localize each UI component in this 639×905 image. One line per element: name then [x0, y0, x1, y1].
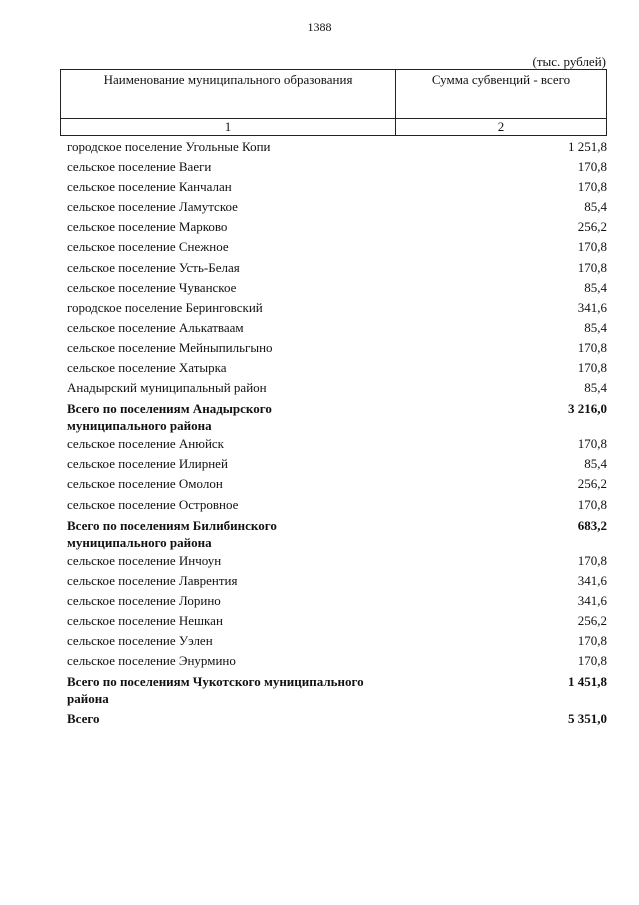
row-name: сельское поселение Марково: [67, 219, 228, 235]
table-row: [67, 378, 607, 398]
table-row: [67, 237, 607, 257]
row-name: сельское поселение Лорино: [67, 592, 221, 608]
row-value: 85,4: [584, 456, 607, 472]
subtotal-row: [67, 398, 607, 434]
table-row: [67, 474, 607, 494]
table-row: [67, 298, 607, 318]
table-row: [67, 258, 607, 278]
row-value: 256,2: [577, 476, 607, 492]
row-name: сельское поселение Снежное: [67, 239, 229, 255]
column-header-sum: Сумма субвенций - всего: [396, 70, 607, 119]
row-value: 170,8: [577, 632, 607, 648]
row-name: городское поселение Беринговский: [67, 299, 263, 315]
row-name: сельское поселение Лаврентия: [67, 572, 238, 588]
row-value: 256,2: [577, 219, 607, 235]
row-name: сельское поселение Уэлен: [67, 632, 213, 648]
row-value: 85,4: [584, 199, 607, 215]
table-row: [67, 651, 607, 671]
row-value: 170,8: [577, 239, 607, 255]
row-name: городское поселение Угольные Копи: [67, 139, 271, 154]
row-value: 170,8: [577, 179, 607, 195]
row-name: сельское поселение Ламутское: [67, 199, 238, 215]
table-row: [67, 318, 607, 338]
row-name: Анадырский муниципальный район: [67, 380, 267, 396]
row-name: Всего по поселениям Билибинского муниципального района: [67, 517, 277, 550]
subtotal-row: [67, 515, 607, 551]
row-value: 5 351,0: [568, 711, 607, 727]
column-number-1: 1: [61, 119, 396, 136]
row-name: сельское поселение Илирней: [67, 456, 228, 472]
row-value: 85,4: [584, 279, 607, 295]
row-name: сельское поселение Островное: [67, 496, 239, 512]
row-name: сельское поселение Энурмино: [67, 653, 236, 669]
row-value: 341,6: [577, 299, 607, 315]
row-name: Всего: [67, 711, 100, 727]
row-name: сельское поселение Анюйск: [67, 436, 224, 452]
table-row: [67, 278, 607, 298]
row-value: 341,6: [577, 572, 607, 588]
row-name: сельское поселение Ваеги: [67, 159, 212, 175]
row-value: 3 216,0: [568, 401, 607, 417]
row-name: сельское поселение Хатырка: [67, 360, 227, 376]
table-row: [67, 495, 607, 515]
column-number-2: 2: [396, 119, 607, 136]
row-value: 256,2: [577, 612, 607, 628]
table-row: [67, 177, 607, 197]
row-name: сельское поселение Нешкан: [67, 612, 223, 628]
row-name: сельское поселение Усть-Белая: [67, 259, 240, 275]
row-value: 170,8: [577, 159, 607, 175]
row-value: 85,4: [584, 380, 607, 396]
table-row: [67, 551, 607, 571]
table-body: [67, 137, 607, 731]
row-value: 170,8: [577, 360, 607, 376]
row-value: 170,8: [577, 436, 607, 452]
row-name: сельское поселение Канчалан: [67, 179, 232, 195]
table-row: [67, 591, 607, 611]
row-value: 170,8: [577, 259, 607, 275]
row-value: 341,6: [577, 592, 607, 608]
table-row: [67, 338, 607, 358]
row-name: сельское поселение Омолон: [67, 476, 223, 492]
row-name: сельское поселение Алькатваам: [67, 319, 244, 335]
row-value: 85,4: [584, 319, 607, 335]
table-row: [67, 157, 607, 177]
table-row: [67, 611, 607, 631]
row-value: 170,8: [577, 339, 607, 355]
row-name: сельское поселение Мейныпильгыно: [67, 339, 273, 355]
row-value: 170,8: [577, 552, 607, 568]
column-header-name: Наименование муниципального образования: [61, 70, 396, 119]
table-row: [67, 454, 607, 474]
row-name: сельское поселение Инчоун: [67, 552, 222, 568]
grand-total-row: [67, 709, 607, 731]
row-value: 170,8: [577, 496, 607, 512]
row-name: Всего по поселениям Анадырского муниципального района: [67, 401, 272, 434]
table-row: [67, 217, 607, 237]
row-value: 1 251,8: [568, 139, 607, 154]
table-row: [67, 358, 607, 378]
table-row: [67, 197, 607, 217]
table-header: [60, 69, 607, 136]
table-row: [67, 631, 607, 651]
row-name: сельское поселение Чуванское: [67, 279, 237, 295]
row-value: 170,8: [577, 653, 607, 669]
table-row: [67, 434, 607, 454]
units-label: (тыс. рублей): [532, 54, 606, 69]
row-value: 1 451,8: [568, 674, 607, 690]
row-name: Всего по поселениям Чукотского муниципального района: [67, 674, 364, 707]
table-row: [67, 571, 607, 591]
table-row: [67, 137, 607, 157]
row-value: 683,2: [577, 517, 607, 533]
page-number: 1388: [307, 20, 332, 34]
subtotal-row: [67, 671, 607, 707]
